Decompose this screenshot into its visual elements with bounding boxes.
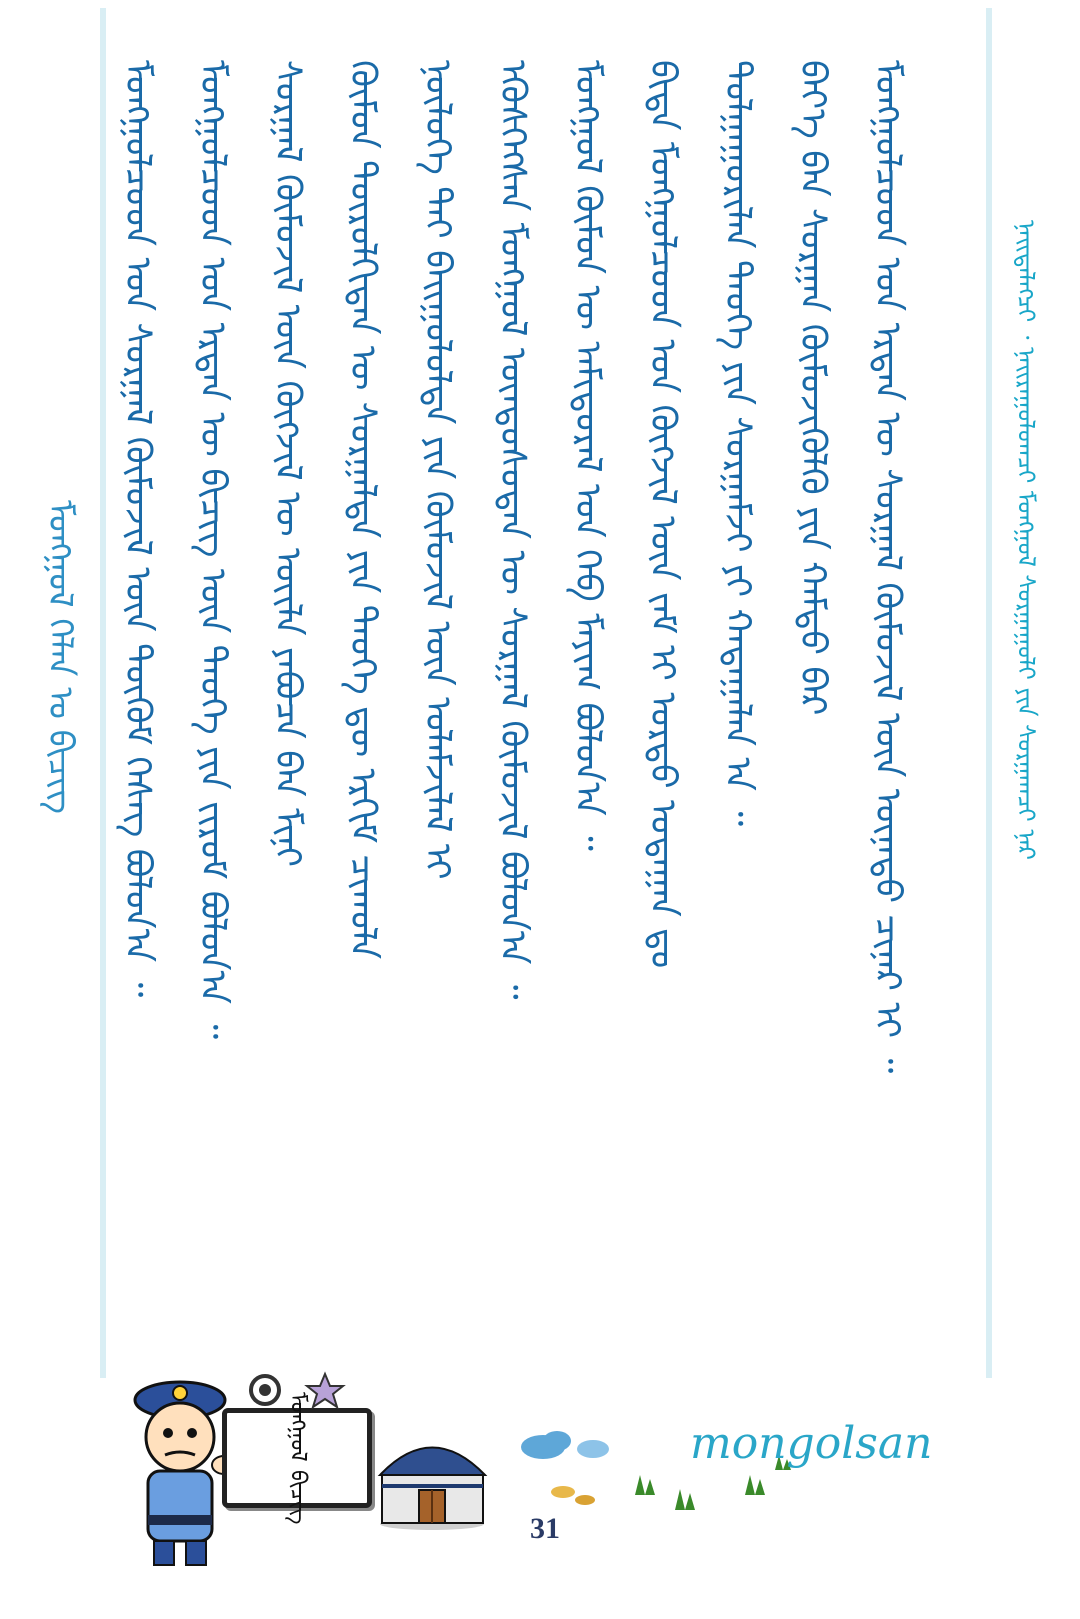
text-column: ᠬᠦᠮᠦᠨ ᠲᠦᠷᠦᠯᠬᠢᠲᠡᠨ ᠦ ᠰᠤᠷᠭᠠᠯᠲᠠ ᠶᠢᠨ ᠲᠡᠦᠬᠡ ᠳᠦ ᠡᠷᠬᠢᠮ ᠴᠢᠬᠤᠯᠠ bbox=[342, 60, 383, 960]
page-number: 31 bbox=[530, 1512, 560, 1545]
cloud-icon bbox=[515, 1425, 615, 1465]
sign-label: ᠪᠢᠴᠢᠭ bbox=[285, 1469, 310, 1525]
text-column: ᠲᠤᠯᠭᠠᠭᠤᠷᠢᠯᠠᠨ ᠲᠡᠦᠬᠡ ᠶᠢᠨ ᠰᠤᠷᠭᠠᠮᠵᠢ ᠶᠢ ᠬᠠᠳᠠᠭᠠᠯᠠᠨ ᠠ ᠃ bbox=[717, 60, 758, 827]
text-column: ᠮᠣᠩᠭᠣᠯᠴᠤᠳ ᠤᠨ ᠡᠷᠲᠡᠨ ᠦ ᠪᠢᠴᠢᠭ ᠦᠨ ᠲᠡᠦᠬᠡ ᠶᠢᠨ ᠵᠢᠷᠤᠮ ᠪᠣᠯᠤᠨ᠎ᠠ ᠃ bbox=[192, 60, 233, 1040]
text-column: ᠪᠢᠳᠡ ᠮᠣᠩᠭᠣᠯᠴᠤᠳ ᠤᠨ ᠬᠥᠭᠵᠢᠯ ᠦᠨ ᠵᠠᠮ ᠢ ᠤᠷᠳᠤ ᠤᠳᠠᠭᠠᠨ ᠳᠤ bbox=[642, 60, 683, 969]
text-column: ᠰᠤᠷᠭᠠᠯ ᠬᠦᠮᠦᠵᠢᠯ ᠦᠨ ᠬᠥᠭᠵᠢᠯ ᠦ ᠦᠢᠯᠡ ᠶᠠᠪᠤᠴᠠ ᠪᠠᠨ ᠮᠢᠨᠢ bbox=[267, 60, 308, 868]
text-column: ᠪᠡᠶ᠎ᠡ ᠪᠡᠨ ᠰᠤᠷᠭᠠᠨ ᠬᠥᠮᠦᠵᠢᠭᠦᠯᠬᠦ ᠶᠢᠨ ᠬᠠᠮᠲᠤ ᠪᠠᠷ bbox=[792, 60, 833, 716]
text-column: ᠮᠣᠩᠭᠣᠯᠴᠤᠳ ᠤᠨ ᠡᠷᠲᠡᠨ ᠦ ᠰᠤᠷᠭᠠᠯ ᠬᠦᠮᠦᠵᠢᠯ ᠦᠨ ᠦᠨᠡᠲᠦ ᠴᠢᠨᠠᠷ ᠢ ᠃ bbox=[867, 60, 908, 1074]
footer-note: ᠨᠡᠢᠲᠡᠯᠡᠭᠴᠢ ᠂ ᠨᠠᠢᠷᠠᠭᠤᠯᠤᠭᠴᠢ ᠮᠣᠩᠭᠣᠯ ᠰᠤᠷᠭᠠᠭᠤᠯᠢ ᠶᠢᠨ ᠰᠤᠷᠭᠠᠭᠴᠢ ᠨᠠᠷ bbox=[1012, 220, 1040, 860]
text-column: ᠡᠭᠦᠰᠭᠡᠭᠰᠡᠨ ᠮᠣᠩᠭᠣᠯ ᠦᠨᠳᠦᠰᠦᠲᠡᠨ ᠦ ᠰᠤᠷᠭᠠᠯ ᠬᠦᠮᠦᠵᠢᠯ ᠪᠣᠯᠤᠨ᠎ᠠ ᠃ bbox=[492, 60, 533, 1000]
star-icon bbox=[240, 1370, 360, 1410]
text-column: ᠨᠥᠯᠦᠭᠡ ᠲᠠᠢ ᠪᠠᠢᠭᠤᠯᠤᠯᠲᠠ ᠶᠢᠨ ᠬᠦᠮᠦᠵᠢᠯ ᠦᠨ ᠤᠯᠠᠮᠵᠢᠯᠠᠯ ᠢ bbox=[417, 60, 458, 880]
text-column: ᠮᠣᠩᠭᠣᠯ ᠬᠦᠮᠦᠨ ᠦ ᠠᠮᠢᠳᠤᠷᠠᠯ ᠤᠨ ᠬᠡᠪ ᠮᠠᠶᠢᠭ ᠪᠣᠯᠤᠨ᠎ᠠ ᠃ bbox=[567, 60, 608, 851]
sign-board bbox=[222, 1391, 372, 1525]
yurt-icon bbox=[375, 1420, 490, 1530]
sign-label: ᠮᠣᠩᠭᠣᠯ bbox=[285, 1391, 310, 1462]
brand-logo: mongolsan bbox=[690, 1418, 933, 1469]
page-header-title: ᠮᠣᠩᠭᠣᠯ ᠬᠡᠯᠡᠨ ᠤ ᠪᠢᠴᠢᠭ bbox=[40, 500, 80, 814]
text-column: ᠮᠣᠩᠭᠣᠯᠴᠤᠳ ᠤᠨ ᠰᠤᠷᠭᠠᠯ ᠬᠦᠮᠦᠵᠢᠯ ᠦᠨ ᠲᠦᠬᠦᠮ ᠬᠡᠰᠡᠭ ᠪᠣᠯᠤᠨ᠎ᠠ ᠃ bbox=[117, 60, 158, 998]
stone-icon bbox=[545, 1480, 605, 1510]
